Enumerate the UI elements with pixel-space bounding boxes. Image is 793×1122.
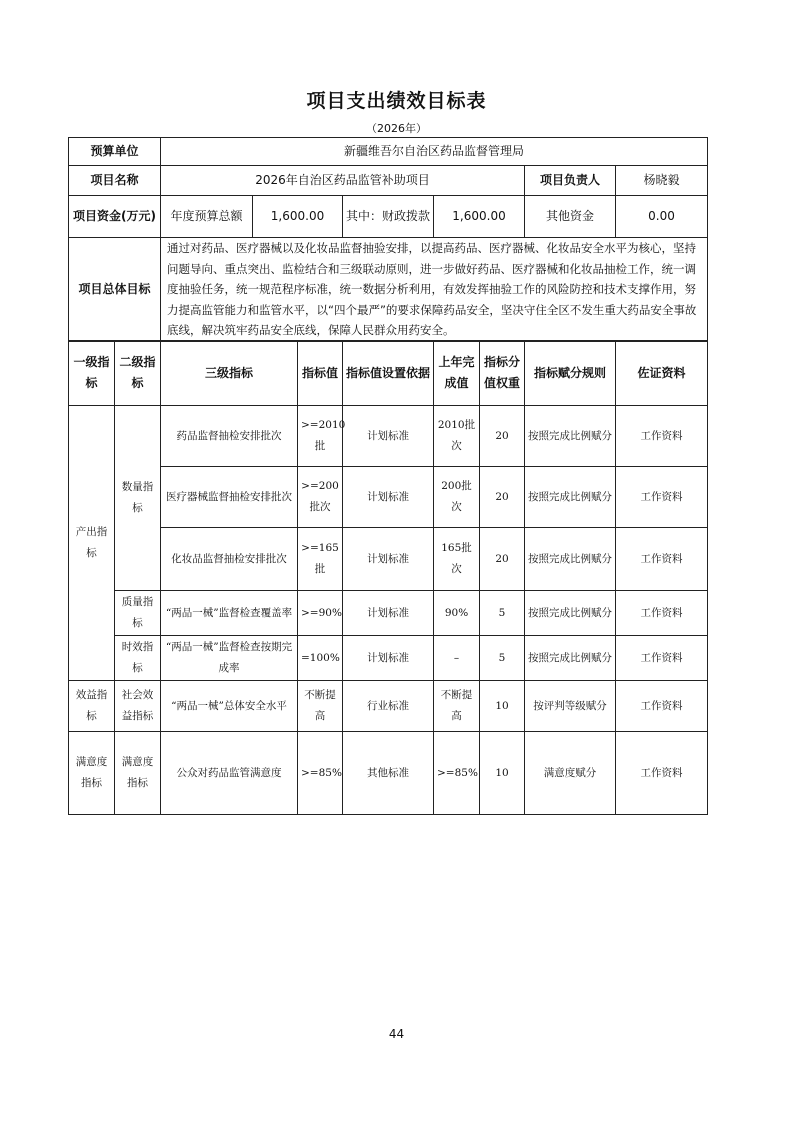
evidence-cell: 工作资料 [616, 732, 708, 815]
rule-cell: 按照完成比例赋分 [525, 591, 616, 636]
evidence-cell: 工作资料 [616, 406, 708, 467]
weight-cell: 5 [480, 591, 525, 636]
unit-label: 预算单位 [69, 138, 161, 166]
header-cell: 上年完成值 [434, 341, 480, 406]
evidence-cell: 工作资料 [616, 467, 708, 528]
basis-cell: 其他标准 [343, 732, 434, 815]
evidence-cell: 工作资料 [616, 681, 708, 732]
value-cell: >=2010批 [298, 406, 343, 467]
level2-cell: 时效指标 [115, 636, 161, 681]
l3-cell: “两品一械”监督检查按期完成率 [161, 636, 298, 681]
l3-cell: 公众对药品监管满意度 [161, 732, 298, 815]
table-row [69, 406, 708, 467]
value-cell: >=200批次 [298, 467, 343, 528]
basis-cell: 计划标准 [343, 636, 434, 681]
last-cell: 165批次 [434, 528, 480, 591]
level2-cell: 满意度指标 [115, 732, 161, 815]
name-label: 项目名称 [69, 166, 161, 196]
goal-text: 通过对药品、医疗器械以及化妆品监督抽验安排，以提高药品、医疗器械、化妆品安全水平为核心，坚持问题导向、重点突出、监检结合和三级联动原则，进一步做好药品、医疗器械和化妆品抽检工作，统一调度抽验任务，统一规范程序标准，统一数据分析利用，有效发挥抽验工作的风险防控和技术支撑作用，努力提高监管能力和监管水平，以“四个最严”的要求保障药品安全，坚决守住全区不发生重大药品安全事故底线，解决筑牢药品安全底线，保障人民群众用药安全。 [161, 238, 708, 342]
rule-cell: 按照完成比例赋分 [525, 636, 616, 681]
last-cell: 不断提高 [434, 681, 480, 732]
basis-cell: 计划标准 [343, 528, 434, 591]
fiscal-label: 其中：财政拨款 [343, 196, 434, 238]
level1-cell: 满意度指标 [69, 732, 115, 815]
owner-label: 项目负责人 [525, 166, 616, 196]
indicators-table [68, 340, 708, 815]
header-cell: 佐证资料 [616, 341, 708, 406]
owner-value: 杨晓毅 [616, 166, 708, 196]
level1-cell: 效益指标 [69, 681, 115, 732]
table-row [69, 732, 708, 815]
value-cell: >=165批 [298, 528, 343, 591]
last-cell: >=85% [434, 732, 480, 815]
funds-label: 项目资金(万元) [69, 196, 161, 238]
weight-cell: 20 [480, 406, 525, 467]
rule-cell: 按照完成比例赋分 [525, 467, 616, 528]
header-cell: 指标赋分规则 [525, 341, 616, 406]
last-cell: 90% [434, 591, 480, 636]
value-cell: 不断提高 [298, 681, 343, 732]
rule-cell: 按照完成比例赋分 [525, 406, 616, 467]
weight-cell: 5 [480, 636, 525, 681]
table-row [69, 681, 708, 732]
goal-label: 项目总体目标 [69, 238, 161, 342]
l3-cell: 药品监督抽检安排批次 [161, 406, 298, 467]
other-label: 其他资金 [525, 196, 616, 238]
header-cell: 指标值 [298, 341, 343, 406]
l3-cell: “两品一械”监督检查覆盖率 [161, 591, 298, 636]
basis-cell: 计划标准 [343, 591, 434, 636]
header-cell: 指标分值权重 [480, 341, 525, 406]
level2-cell: 质量指标 [115, 591, 161, 636]
rule-cell: 按照完成比例赋分 [525, 528, 616, 591]
value-cell: >=90% [298, 591, 343, 636]
header-cell: 一级指标 [69, 341, 115, 406]
evidence-cell: 工作资料 [616, 636, 708, 681]
l3-cell: “两品一械”总体安全水平 [161, 681, 298, 732]
header-cell: 指标值设置依据 [343, 341, 434, 406]
header-row [69, 341, 708, 406]
basis-cell: 计划标准 [343, 467, 434, 528]
header-cell: 二级指标 [115, 341, 161, 406]
basis-cell: 行业标准 [343, 681, 434, 732]
last-cell: – [434, 636, 480, 681]
rule-cell: 按评判等级赋分 [525, 681, 616, 732]
level1-cell: 产出指标 [69, 406, 115, 681]
weight-cell: 10 [480, 732, 525, 815]
weight-cell: 20 [480, 528, 525, 591]
fiscal-value: 1,600.00 [434, 196, 525, 238]
value-cell: =100% [298, 636, 343, 681]
total-value: 1,600.00 [253, 196, 343, 238]
table-row [69, 591, 708, 636]
name-value: 2026年自治区药品监管补助项目 [161, 166, 525, 196]
l3-cell: 化妆品监督抽检安排批次 [161, 528, 298, 591]
project-info-table [68, 137, 708, 342]
page-title: 项目支出绩效目标表 [306, 90, 487, 112]
basis-cell: 计划标准 [343, 406, 434, 467]
weight-cell: 20 [480, 467, 525, 528]
other-value: 0.00 [616, 196, 708, 238]
weight-cell: 10 [480, 681, 525, 732]
level2-cell: 数量指标 [115, 406, 161, 591]
value-cell: >=85% [298, 732, 343, 815]
year-label: （2026年） [366, 122, 427, 135]
l3-cell: 医疗器械监督抽检安排批次 [161, 467, 298, 528]
table-row [69, 467, 708, 528]
last-cell: 2010批次 [434, 406, 480, 467]
header-cell: 三级指标 [161, 341, 298, 406]
total-label: 年度预算总额 [161, 196, 253, 238]
rule-cell: 满意度赋分 [525, 732, 616, 815]
page-number: 44 [388, 1027, 405, 1041]
last-cell: 200批次 [434, 467, 480, 528]
evidence-cell: 工作资料 [616, 591, 708, 636]
table-row [69, 636, 708, 681]
table-row [69, 528, 708, 591]
unit-value: 新疆维吾尔自治区药品监督管理局 [161, 138, 708, 166]
evidence-cell: 工作资料 [616, 528, 708, 591]
level2-cell: 社会效益指标 [115, 681, 161, 732]
